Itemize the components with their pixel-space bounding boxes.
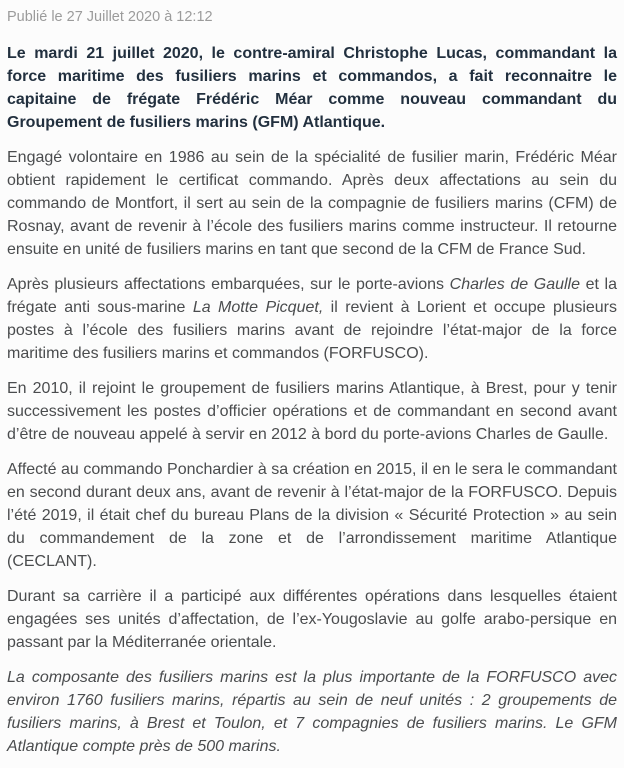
published-date: Publié le 27 Juillet 2020 à 12:12 [7, 9, 213, 25]
paragraph-operations: Durant sa carrière il a participé aux différentes opérations dans lesquelles étaient engagées ses unités d’affectation, de l’ex-Yougoslavie au golfe arabo-persique en passant par la Méditerranée orientale. [7, 588, 617, 651]
footnote-forfusco-stats: La composante des fusiliers marins est la plus importante de la FORFUSCO avec environ 1760 fusiliers marins, répartis au sein de neuf unités : 2 groupements de fusiliers marins, à Brest et Toulon, et 7 compagnies de fusiliers marins. Le GFM Atlantique compte près de 500 marins. [7, 669, 617, 755]
paragraph-embarked-posts: Après plusieurs affectations embarquées, sur le porte-avions Charles de Gaulle et la frégate anti sous-marine La Motte Picquet, il revient à Lorient et occupe plusieurs postes à l’école des fusiliers marins avant de rejoindre l’état-major de la force maritime des fusiliers marins et commandos (FORFUSCO). [7, 276, 618, 362]
lead-paragraph: Le mardi 21 juillet 2020, le contre-amiral Christophe Lucas, commandant la force maritime des fusiliers marins et commandos, a fait reconnaitre le capitaine de frégate Frédéric Méar comme nouveau commandant du Groupement de fusiliers marins (GFM) Atlantique. [7, 45, 617, 131]
paragraph-ponchardier: Affecté au commando Ponchardier à sa création en 2015, il en le sera le commandant en second durant deux ans, avant de revenir à l’état-major de la FORFUSCO. Depuis l’été 2019, il était chef du bureau Plans de la division « Sécurité Protection » au sein du commandement de la zone et de l’arrondissement maritime Atlantique (CECLANT). [7, 461, 617, 570]
paragraph-biography-start: Engagé volontaire en 1986 au sein de la spécialité de fusilier marin, Frédéric Méar obtient rapidement le certificat commando. Après deux affectations au sein du commando de Montfort, il sert au sein de la compagnie de fusiliers marins (CFM) de Rosnay, avant de revenir à l’école des fusiliers marins comme instructeur. Il retourne ensuite en unité de fusiliers marins en tant que second de la CFM de France Sud. [7, 149, 617, 258]
paragraph-2010-brest: En 2010, il rejoint le groupement de fusiliers marins Atlantique, à Brest, pour y tenir successivement les postes d’officier opérations et de commandant en second avant d’être de nouveau appelé à servir en 2012 à bord du porte-avions Charles de Gaulle. [7, 380, 617, 443]
